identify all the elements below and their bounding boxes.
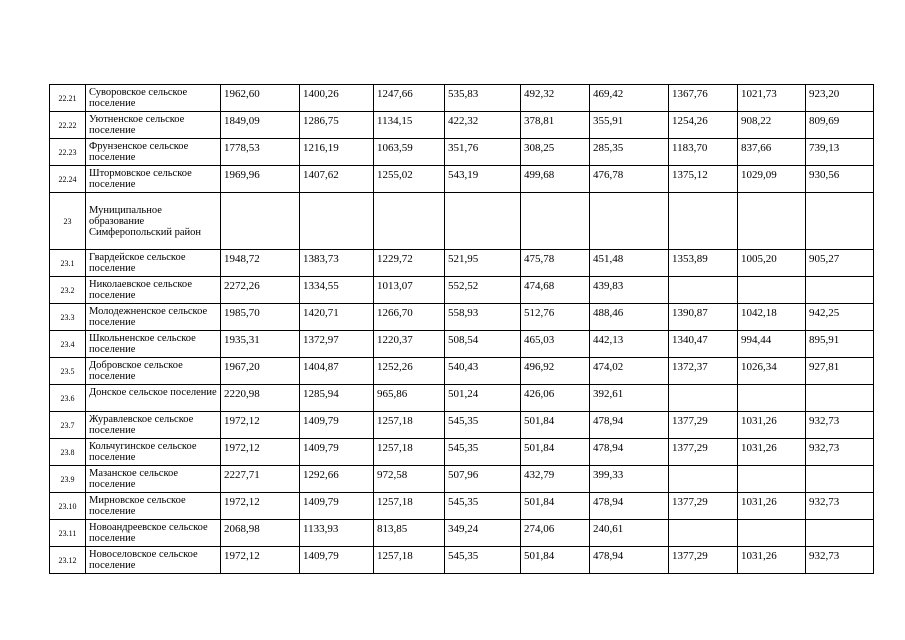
settlement-name: Фрунзенское сельское поселение (86, 139, 221, 166)
value-cell (806, 193, 874, 250)
value-cell: 545,35 (445, 412, 521, 439)
value-cell: 942,25 (806, 304, 874, 331)
table-row (50, 331, 874, 358)
value-cell: 1134,15 (374, 112, 445, 139)
value-cell: 965,86 (374, 385, 445, 412)
value-cell: 1375,12 (669, 166, 738, 193)
table-row (50, 304, 874, 331)
value-cell: 908,22 (738, 112, 806, 139)
value-cell: 240,61 (590, 520, 669, 547)
value-cell: 545,35 (445, 493, 521, 520)
table-row (50, 466, 874, 493)
value-cell: 1377,29 (669, 412, 738, 439)
value-cell: 1409,79 (300, 493, 374, 520)
table-row (50, 412, 874, 439)
value-cell: 1042,18 (738, 304, 806, 331)
value-cell: 308,25 (521, 139, 590, 166)
value-cell: 492,32 (521, 85, 590, 112)
value-cell: 2272,26 (221, 277, 300, 304)
settlement-name: Школьненское сельское поселение (86, 331, 221, 358)
value-cell (445, 193, 521, 250)
value-cell: 1372,37 (669, 358, 738, 385)
value-cell: 1220,37 (374, 331, 445, 358)
value-cell: 1407,62 (300, 166, 374, 193)
value-cell: 474,02 (590, 358, 669, 385)
table-row (50, 277, 874, 304)
value-cell: 426,06 (521, 385, 590, 412)
row-number: 22.23 (50, 139, 86, 166)
value-cell: 1286,75 (300, 112, 374, 139)
table-row (50, 520, 874, 547)
value-cell: 972,58 (374, 466, 445, 493)
value-cell: 465,03 (521, 331, 590, 358)
table-row (50, 547, 874, 574)
row-number: 23.5 (50, 358, 86, 385)
value-cell: 432,79 (521, 466, 590, 493)
value-cell: 837,66 (738, 139, 806, 166)
settlement-name: Суворовское сельское поселение (86, 85, 221, 112)
value-cell: 1031,26 (738, 412, 806, 439)
value-cell: 545,35 (445, 439, 521, 466)
table-row (50, 250, 874, 277)
settlement-name: Гвардейское сельское поселение (86, 250, 221, 277)
value-cell: 1377,29 (669, 547, 738, 574)
value-cell: 1372,97 (300, 331, 374, 358)
value-cell: 439,83 (590, 277, 669, 304)
value-cell: 1778,53 (221, 139, 300, 166)
value-cell: 475,78 (521, 250, 590, 277)
settlement-name: Николаевское сельское поселение (86, 277, 221, 304)
value-cell: 1409,79 (300, 412, 374, 439)
row-number: 23.1 (50, 250, 86, 277)
value-cell: 1183,70 (669, 139, 738, 166)
value-cell: 1021,73 (738, 85, 806, 112)
row-number: 22.22 (50, 112, 86, 139)
value-cell (806, 520, 874, 547)
value-cell: 349,24 (445, 520, 521, 547)
value-cell: 1026,34 (738, 358, 806, 385)
value-cell: 923,20 (806, 85, 874, 112)
value-cell: 355,91 (590, 112, 669, 139)
value-cell: 1972,12 (221, 493, 300, 520)
value-cell: 1972,12 (221, 439, 300, 466)
value-cell: 905,27 (806, 250, 874, 277)
value-cell: 1340,47 (669, 331, 738, 358)
value-cell: 474,68 (521, 277, 590, 304)
table-row (50, 139, 874, 166)
value-cell (738, 277, 806, 304)
value-cell: 932,73 (806, 439, 874, 466)
value-cell: 1031,26 (738, 493, 806, 520)
value-cell (669, 277, 738, 304)
value-cell: 545,35 (445, 547, 521, 574)
value-cell: 1252,26 (374, 358, 445, 385)
row-number: 23.4 (50, 331, 86, 358)
value-cell: 1031,26 (738, 439, 806, 466)
value-cell (669, 466, 738, 493)
value-cell: 496,92 (521, 358, 590, 385)
value-cell: 501,24 (445, 385, 521, 412)
settlement-name: Добровское сельское поселение (86, 358, 221, 385)
value-cell: 501,84 (521, 412, 590, 439)
settlement-name: Муниципальное образование Симферопольский район (86, 193, 221, 250)
value-cell: 813,85 (374, 520, 445, 547)
value-cell (221, 193, 300, 250)
value-cell: 1255,02 (374, 166, 445, 193)
value-cell: 478,94 (590, 547, 669, 574)
value-cell: 476,78 (590, 166, 669, 193)
settlement-name: Кольчугинское сельское поселение (86, 439, 221, 466)
value-cell: 1367,76 (669, 85, 738, 112)
value-cell: 2220,98 (221, 385, 300, 412)
value-cell: 1849,09 (221, 112, 300, 139)
value-cell: 927,81 (806, 358, 874, 385)
value-cell: 1420,71 (300, 304, 374, 331)
value-cell: 478,94 (590, 493, 669, 520)
row-number: 23.8 (50, 439, 86, 466)
settlement-name: Новоселовское сельское поселение (86, 547, 221, 574)
value-cell: 932,73 (806, 412, 874, 439)
value-cell: 1266,70 (374, 304, 445, 331)
value-cell: 507,96 (445, 466, 521, 493)
value-cell: 552,52 (445, 277, 521, 304)
value-cell (806, 466, 874, 493)
table-row (50, 493, 874, 520)
value-cell (521, 193, 590, 250)
value-cell: 512,76 (521, 304, 590, 331)
value-cell: 1935,31 (221, 331, 300, 358)
value-cell: 478,94 (590, 439, 669, 466)
table-row (50, 166, 874, 193)
value-cell: 422,32 (445, 112, 521, 139)
value-cell: 2227,71 (221, 466, 300, 493)
table-row (50, 385, 874, 412)
value-cell: 1292,66 (300, 466, 374, 493)
value-cell: 351,76 (445, 139, 521, 166)
value-cell: 499,68 (521, 166, 590, 193)
value-cell: 1383,73 (300, 250, 374, 277)
row-number: 23.3 (50, 304, 86, 331)
settlement-name: Молодежненское сельское поселение (86, 304, 221, 331)
value-cell: 535,83 (445, 85, 521, 112)
value-cell: 285,35 (590, 139, 669, 166)
value-cell: 1257,18 (374, 439, 445, 466)
value-cell: 1013,07 (374, 277, 445, 304)
value-cell: 399,33 (590, 466, 669, 493)
row-number: 23.10 (50, 493, 86, 520)
value-cell: 540,43 (445, 358, 521, 385)
value-cell: 501,84 (521, 547, 590, 574)
row-number: 22.21 (50, 85, 86, 112)
value-cell: 932,73 (806, 547, 874, 574)
table-body (50, 85, 874, 574)
value-cell: 1377,29 (669, 439, 738, 466)
table-row (50, 193, 874, 250)
value-cell: 1031,26 (738, 547, 806, 574)
row-number: 23 (50, 193, 86, 250)
value-cell: 1969,96 (221, 166, 300, 193)
value-cell (806, 277, 874, 304)
value-cell: 442,13 (590, 331, 669, 358)
settlement-name: Донское сельское поселение (86, 385, 221, 412)
value-cell: 1377,29 (669, 493, 738, 520)
value-cell (300, 193, 374, 250)
value-cell: 1962,60 (221, 85, 300, 112)
row-number: 23.2 (50, 277, 86, 304)
row-number: 23.9 (50, 466, 86, 493)
settlement-name: Новоандреевское сельское поселение (86, 520, 221, 547)
value-cell: 1063,59 (374, 139, 445, 166)
value-cell: 1409,79 (300, 547, 374, 574)
value-cell: 1285,94 (300, 385, 374, 412)
value-cell: 1257,18 (374, 547, 445, 574)
value-cell: 488,46 (590, 304, 669, 331)
row-number: 22.24 (50, 166, 86, 193)
value-cell: 521,95 (445, 250, 521, 277)
value-cell: 1334,55 (300, 277, 374, 304)
value-cell: 543,19 (445, 166, 521, 193)
value-cell (669, 520, 738, 547)
value-cell: 1254,26 (669, 112, 738, 139)
value-cell: 1257,18 (374, 412, 445, 439)
tariff-table (49, 84, 874, 574)
value-cell: 1216,19 (300, 139, 374, 166)
value-cell (806, 385, 874, 412)
value-cell (738, 193, 806, 250)
settlement-name: Журавлевское сельское поселение (86, 412, 221, 439)
value-cell: 451,48 (590, 250, 669, 277)
table-row (50, 85, 874, 112)
value-cell: 274,06 (521, 520, 590, 547)
value-cell: 739,13 (806, 139, 874, 166)
value-cell: 1409,79 (300, 439, 374, 466)
value-cell: 501,84 (521, 439, 590, 466)
row-number: 23.6 (50, 385, 86, 412)
value-cell: 1985,70 (221, 304, 300, 331)
settlement-name: Мазанское сельское поселение (86, 466, 221, 493)
settlement-name: Штормовское сельское поселение (86, 166, 221, 193)
value-cell: 930,56 (806, 166, 874, 193)
value-cell (738, 385, 806, 412)
value-cell: 1400,26 (300, 85, 374, 112)
value-cell: 1353,89 (669, 250, 738, 277)
value-cell: 1404,87 (300, 358, 374, 385)
value-cell: 469,42 (590, 85, 669, 112)
value-cell: 378,81 (521, 112, 590, 139)
value-cell: 994,44 (738, 331, 806, 358)
value-cell: 558,93 (445, 304, 521, 331)
value-cell (590, 193, 669, 250)
value-cell: 2068,98 (221, 520, 300, 547)
value-cell: 1948,72 (221, 250, 300, 277)
value-cell: 1967,20 (221, 358, 300, 385)
value-cell: 1972,12 (221, 412, 300, 439)
value-cell (738, 466, 806, 493)
value-cell (669, 385, 738, 412)
row-number: 23.7 (50, 412, 86, 439)
value-cell: 1390,87 (669, 304, 738, 331)
settlement-name: Мирновское сельское поселение (86, 493, 221, 520)
value-cell: 1972,12 (221, 547, 300, 574)
value-cell: 478,94 (590, 412, 669, 439)
value-cell: 1229,72 (374, 250, 445, 277)
value-cell: 809,69 (806, 112, 874, 139)
value-cell: 392,61 (590, 385, 669, 412)
value-cell: 895,91 (806, 331, 874, 358)
value-cell: 1005,20 (738, 250, 806, 277)
value-cell (374, 193, 445, 250)
value-cell: 501,84 (521, 493, 590, 520)
value-cell (738, 520, 806, 547)
value-cell: 508,54 (445, 331, 521, 358)
table-row (50, 439, 874, 466)
settlement-name: Уютненское сельское поселение (86, 112, 221, 139)
value-cell: 1257,18 (374, 493, 445, 520)
value-cell: 1133,93 (300, 520, 374, 547)
row-number: 23.12 (50, 547, 86, 574)
value-cell: 1029,09 (738, 166, 806, 193)
value-cell: 1247,66 (374, 85, 445, 112)
table-row (50, 112, 874, 139)
value-cell: 932,73 (806, 493, 874, 520)
value-cell (669, 193, 738, 250)
row-number: 23.11 (50, 520, 86, 547)
table-row (50, 358, 874, 385)
